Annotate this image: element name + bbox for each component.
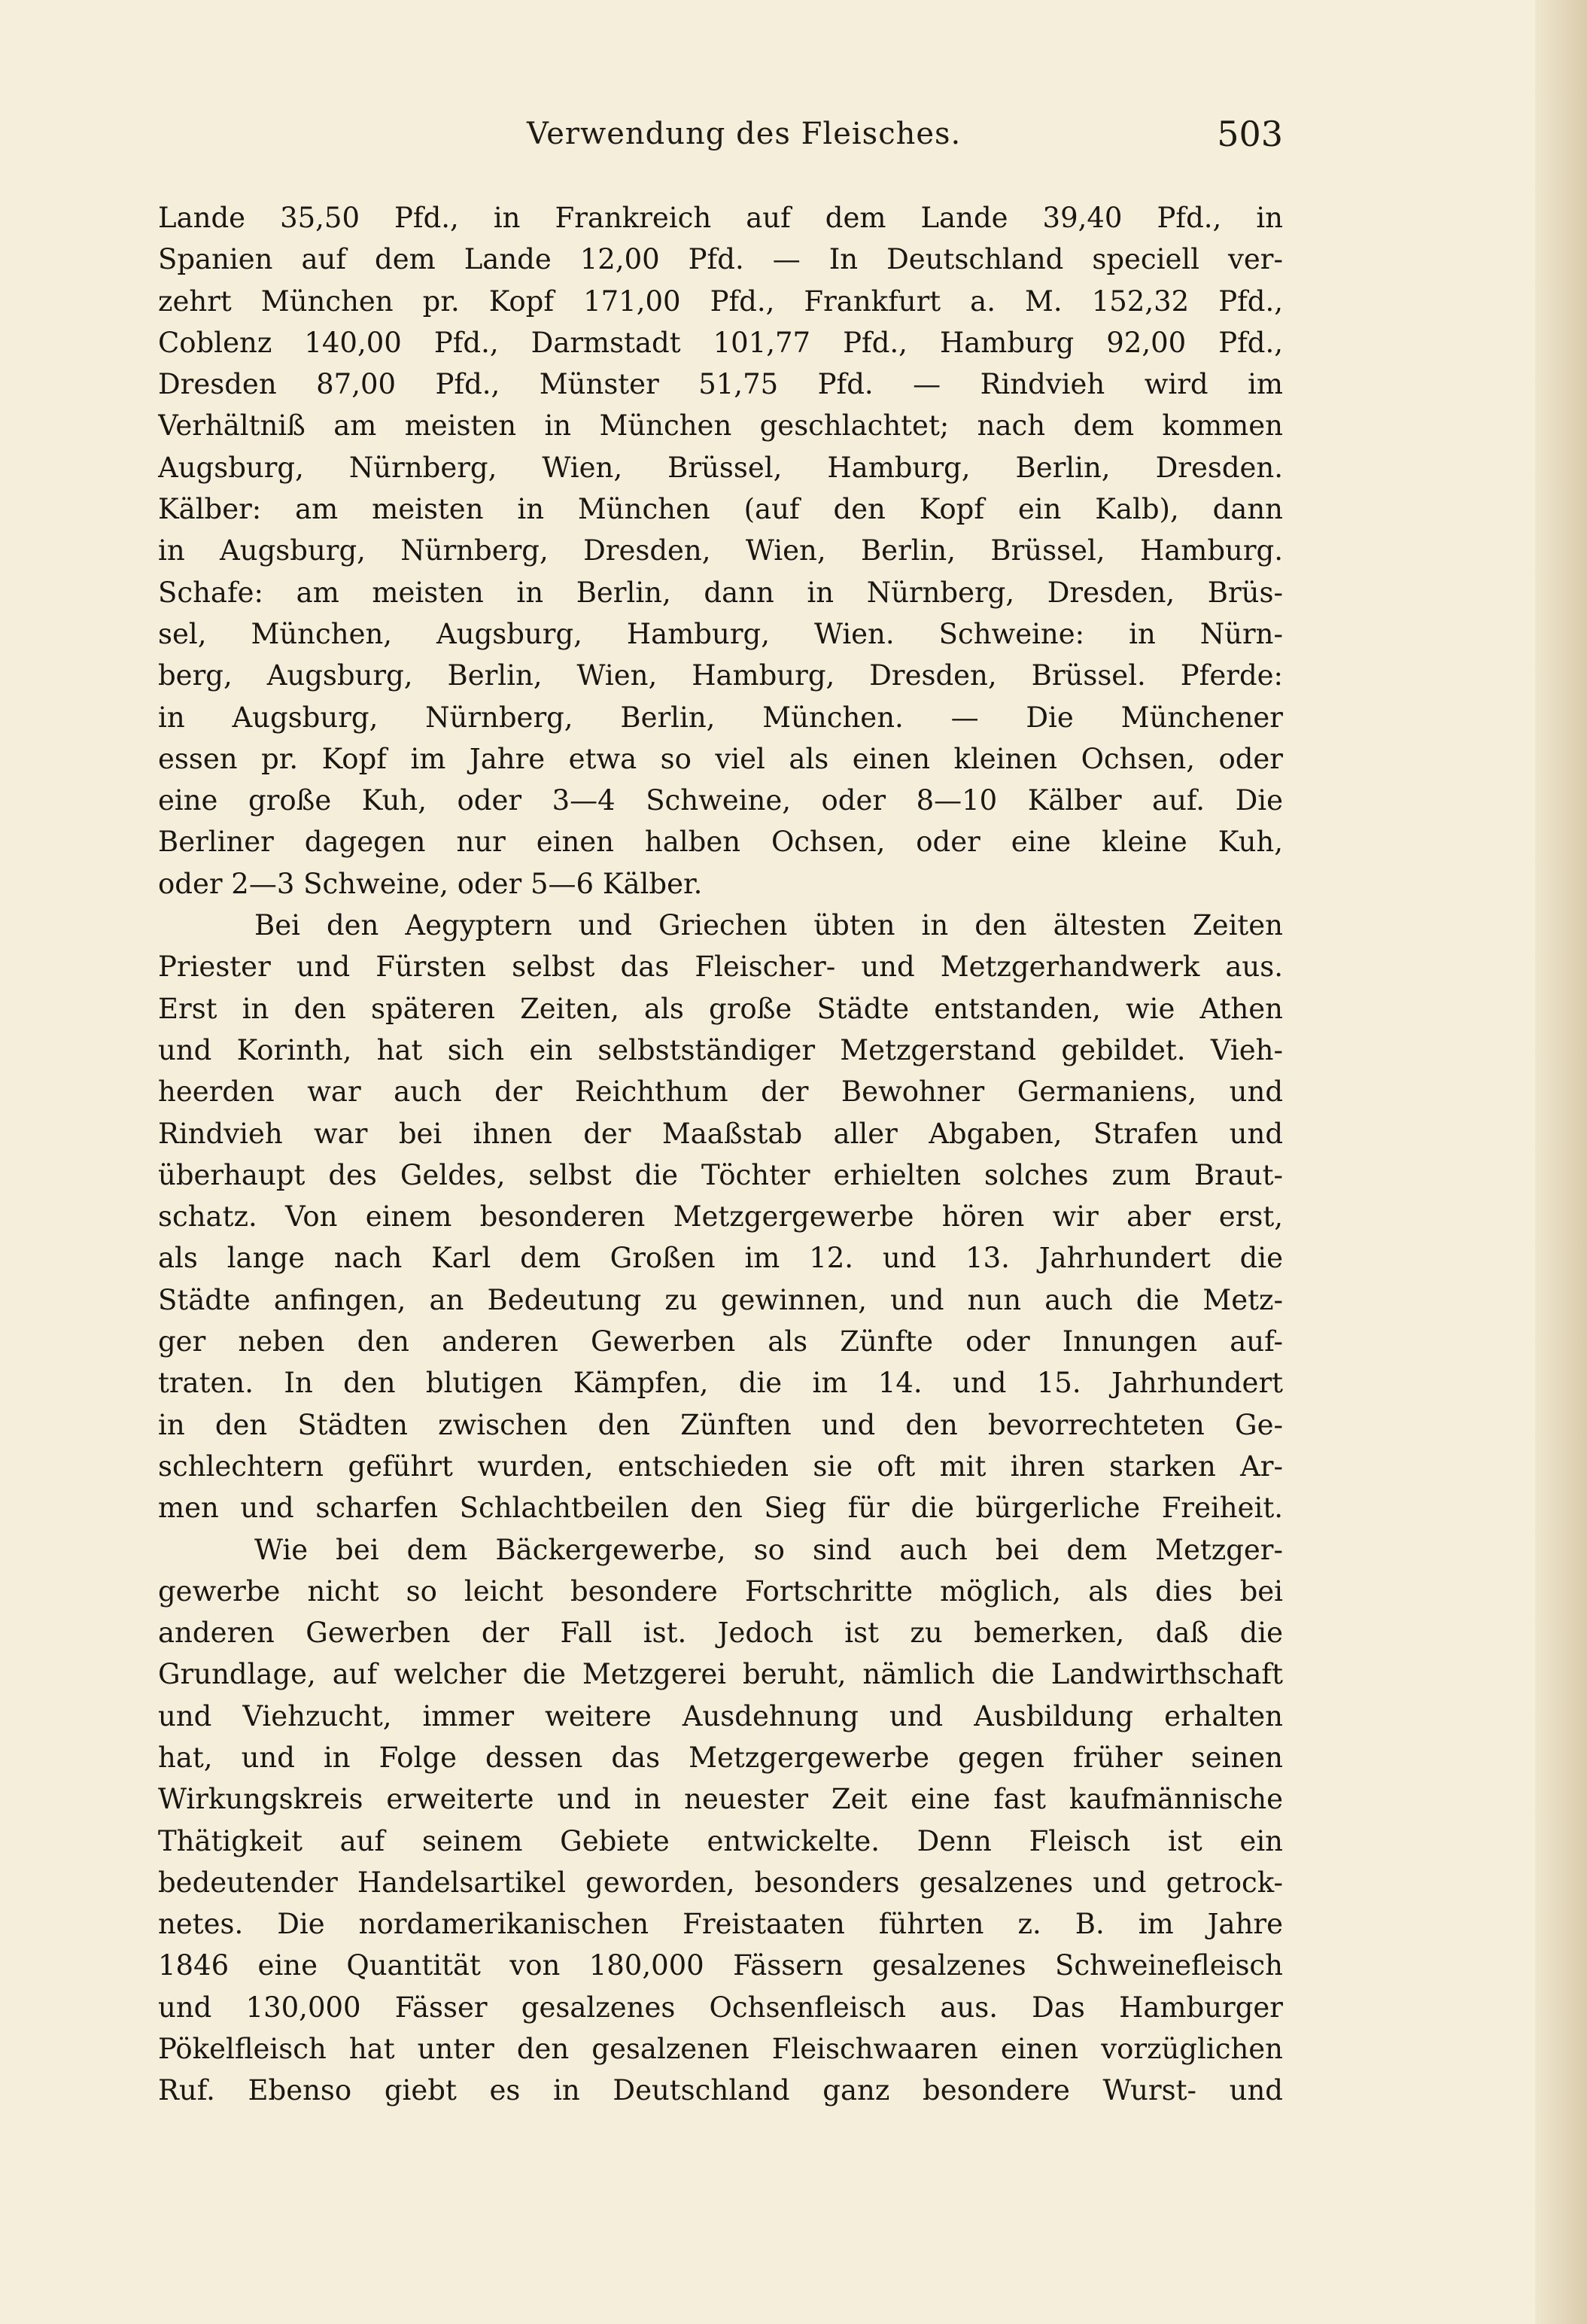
text-line: als lange nach Karl dem Großen im 12. und 13. Jahrhundert die [158,1242,1283,1275]
text-line: Rindvieh war bei ihnen der Maaßstab aller Abgaben, Strafen und [158,1117,1283,1150]
text-line: eine große Kuh, oder 3—4 Schweine, oder 8—10 Kälber auf. Die [158,784,1283,817]
text-line: in den Städten zwischen den Zünften und den bevorrechteten Ge- [158,1408,1283,1441]
text-line: Coblenz 140,00 Pfd., Darmstadt 101,77 Pfd., Hamburg 92,00 Pfd., [158,326,1283,359]
text-line: Bei den Aegyptern und Griechen übten in den ältesten Zeiten [254,909,1283,942]
text-line: und Korinth, hat sich ein selbstständiger Metzgerstand gebildet. Vieh- [158,1033,1283,1066]
text-line: Berliner dagegen nur einen halben Ochsen, oder eine kleine Kuh, [158,826,1283,859]
text-line: 1846 eine Quantität von 180,000 Fässern gesalzenes Schweinefleisch [158,1949,1283,1982]
text-line: Wie bei dem Bäckergewerbe, so sind auch bei dem Metzger- [254,1533,1283,1566]
text-line: sel, München, Augsburg, Hamburg, Wien. Schweine: in Nürn- [158,617,1283,650]
text-line: und Viehzucht, immer weitere Ausdehnung und Ausbildung erhalten [158,1699,1283,1732]
text-line: bedeutender Handelsartikel geworden, besonders gesalzenes und getrock- [158,1866,1283,1899]
text-line: Ruf. Ebenso giebt es in Deutschland ganz besondere Wurst- und [158,2074,1283,2107]
text-line: Grundlage, auf welcher die Metzgerei beruht, nämlich die Landwirthschaft [158,1658,1283,1691]
text-line: in Augsburg, Nürnberg, Berlin, München. — Die Münchener [158,701,1283,734]
text-line: ger neben den anderen Gewerben als Zünfte oder Innungen auf- [158,1325,1283,1358]
text-line: Schafe: am meisten in Berlin, dann in Nürnberg, Dresden, Brüs- [158,576,1283,609]
text-line: heerden war auch der Reichthum der Bewohner Germaniens, und [158,1075,1283,1109]
text-line: men und scharfen Schlachtbeilen den Sieg für die bürgerliche Freiheit. [158,1492,1283,1525]
text-line: traten. In den blutigen Kämpfen, die im 14. und 15. Jahrhundert [158,1367,1283,1400]
page-binding-shadow [1535,0,1587,2324]
page-number: 503 [1217,114,1283,154]
text-line: Verhältniß am meisten in München geschlachtet; nach dem kommen [158,409,1283,443]
text-line: gewerbe nicht so leicht besondere Fortschritte möglich, als dies bei [158,1574,1283,1608]
text-line: berg, Augsburg, Berlin, Wien, Hamburg, Dresden, Brüssel. Pferde: [158,659,1283,692]
text-line: Städte anfingen, an Bedeutung zu gewinnen, und nun auch die Metz- [158,1283,1283,1316]
text-line: essen pr. Kopf im Jahre etwa so viel als einen kleinen Ochsen, oder [158,742,1283,775]
text-line: Erst in den späteren Zeiten, als große Städte entstanden, wie Athen [158,992,1283,1025]
text-line: überhaupt des Geldes, selbst die Töchter erhielten solches zum Braut- [158,1158,1283,1191]
page-header [158,114,1283,162]
running-title: Verwendung des Fleisches. [527,117,962,151]
text-line: schatz. Von einem besonderen Metzgergewerbe hören wir aber erst, [158,1200,1283,1233]
text-line: Pökelfleisch hat unter den gesalzenen Fleischwaaren einen vorzüglichen [158,2033,1283,2066]
text-line: hat, und in Folge dessen das Metzgergewerbe gegen früher seinen [158,1741,1283,1774]
text-line: netes. Die nordamerikanischen Freistaaten führten z. B. im Jahre [158,1908,1283,1941]
text-line: Thätigkeit auf seinem Gebiete entwickelte. Denn Fleisch ist ein [158,1824,1283,1857]
text-line: in Augsburg, Nürnberg, Dresden, Wien, Berlin, Brüssel, Hamburg. [158,534,1283,567]
text-line: Spanien auf dem Lande 12,00 Pfd. — In Deutschland speciell ver- [158,243,1283,276]
text-line: Augsburg, Nürnberg, Wien, Brüssel, Hamburg, Berlin, Dresden. [158,451,1283,484]
text-line: Dresden 87,00 Pfd., Münster 51,75 Pfd. — Rindvieh wird im [158,368,1283,401]
text-line: Kälber: am meisten in München (auf den Kopf ein Kalb), dann [158,493,1283,526]
text-line: Priester und Fürsten selbst das Fleischer- und Metzgerhandwerk aus. [158,951,1283,984]
text-line: anderen Gewerben der Fall ist. Jedoch ist zu bemerken, daß die [158,1617,1283,1650]
text-line: schlechtern geführt wurden, entschieden sie oft mit ihren starken Ar- [158,1449,1283,1483]
text-line: oder 2—3 Schweine, oder 5—6 Kälber. [158,867,703,900]
text-line: Lande 35,50 Pfd., in Frankreich auf dem Lande 39,40 Pfd., in [158,202,1283,234]
body-text [158,197,1283,2112]
text-line: zehrt München pr. Kopf 171,00 Pfd., Frankfurt a. M. 152,32 Pfd., [158,284,1283,318]
text-line: Wirkungskreis erweiterte und in neuester Zeit eine fast kaufmännische [158,1783,1283,1816]
text-line: und 130,000 Fässer gesalzenes Ochsenfleisch aus. Das Hamburger [158,1991,1283,2024]
